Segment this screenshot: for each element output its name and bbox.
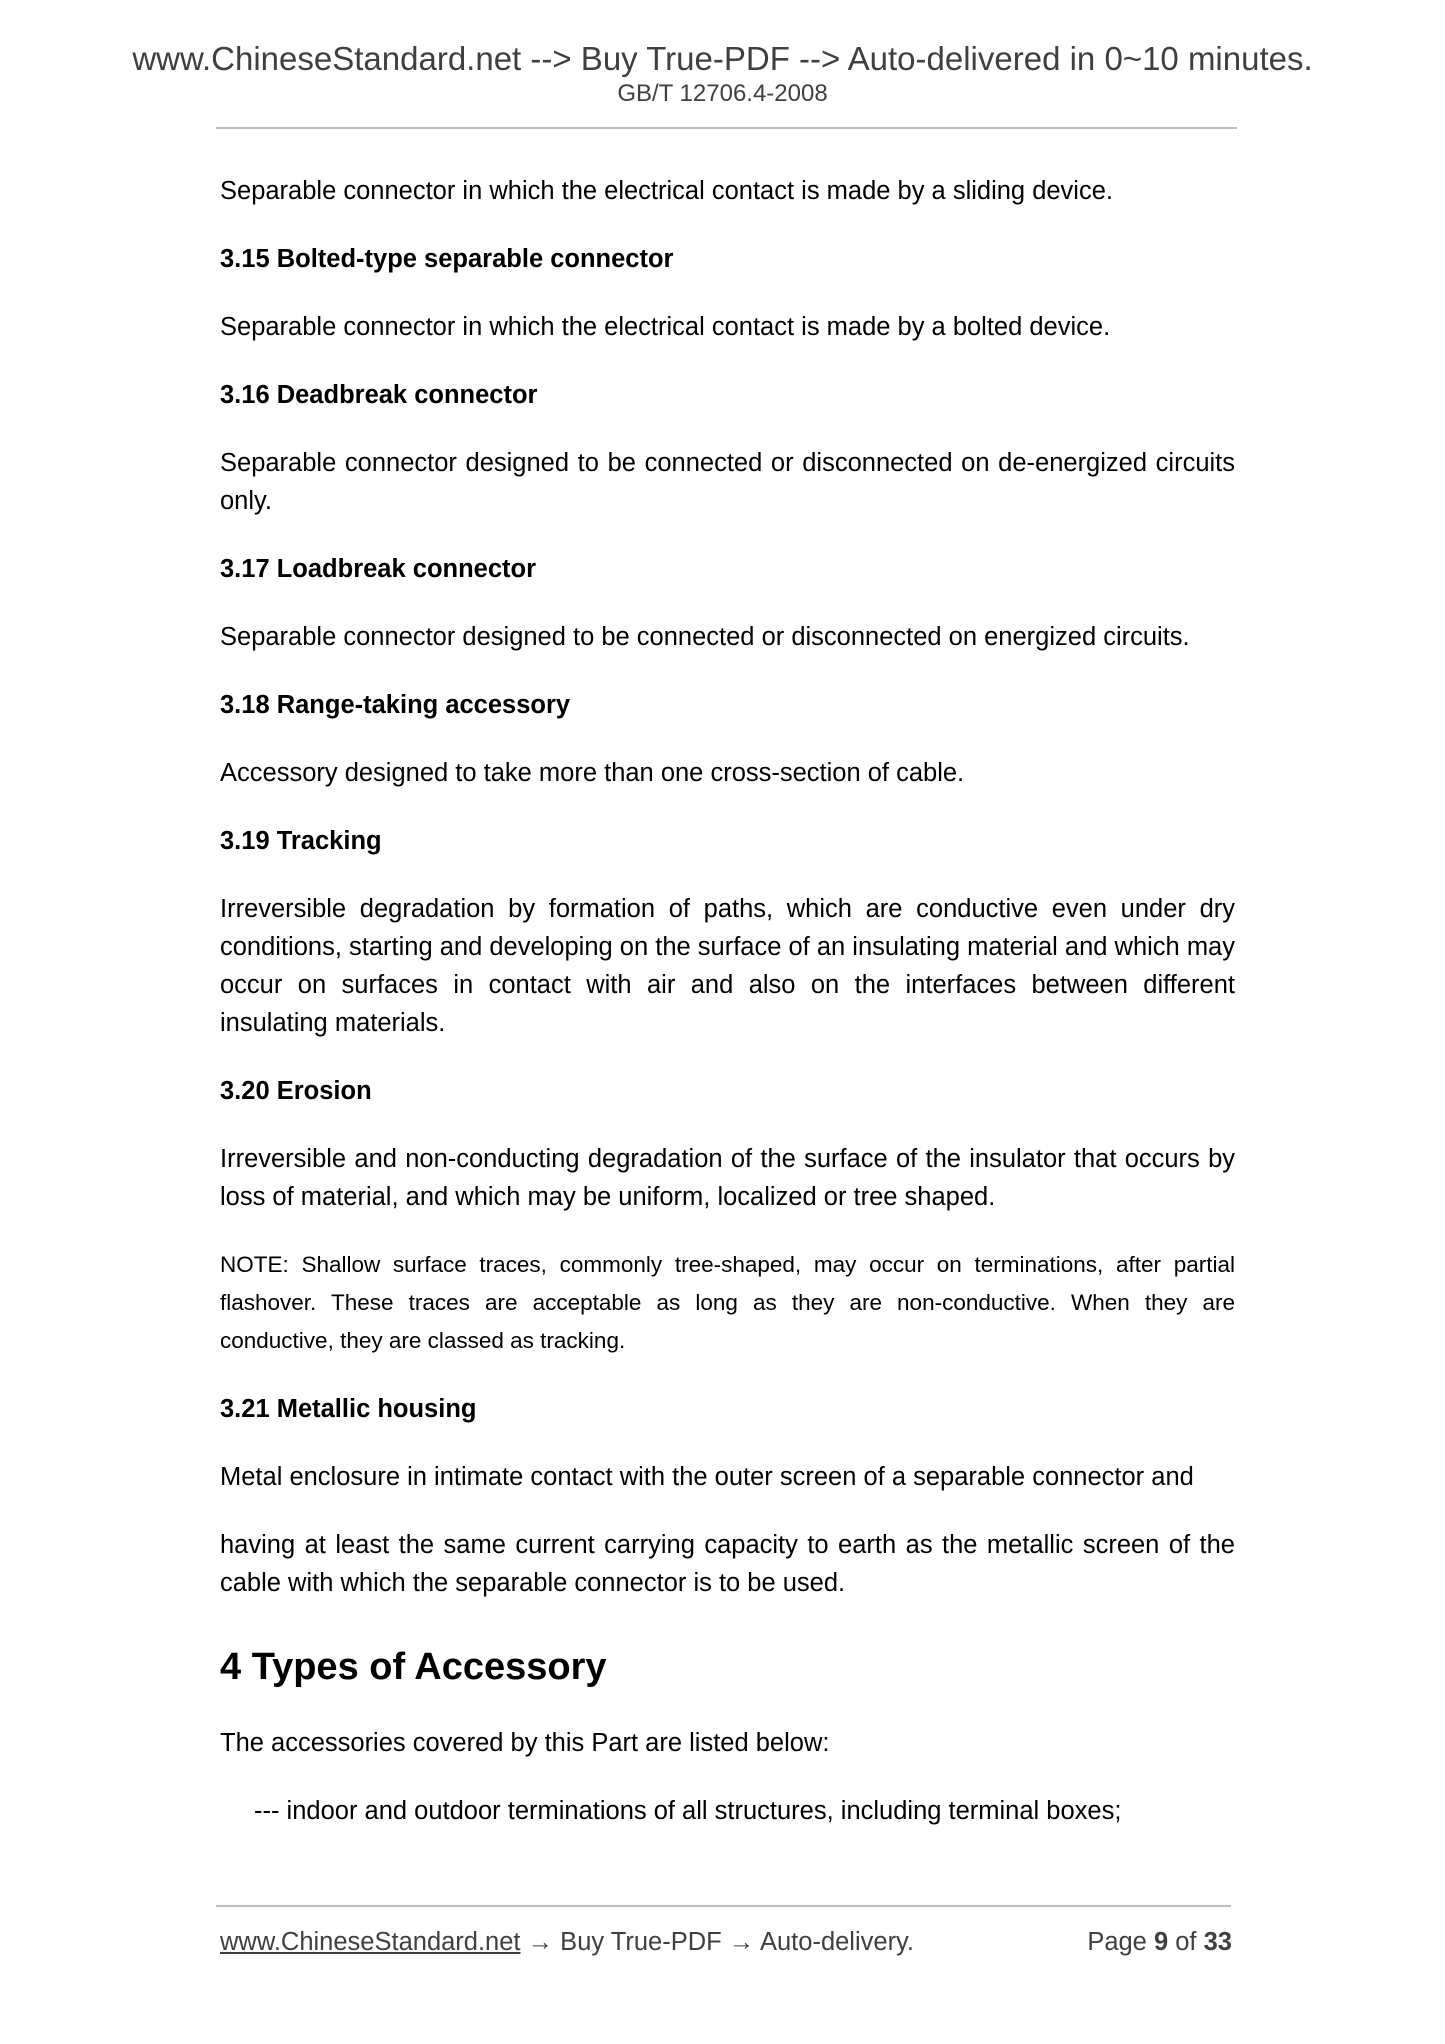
paragraph-sliding-connector: Separable connector in which the electrical contact is made by a sliding device.: [220, 177, 1113, 205]
paragraph-3-16: Separable connector designed to be connected or disconnected on de-energized circuits only.: [220, 449, 1235, 515]
header-banner: www.ChineseStandard.net --> Buy True-PDF --> Auto-delivered in 0~10 minutes.: [132, 40, 1313, 77]
footer-tagline: → Buy True-PDF → Auto-delivery.: [520, 1928, 914, 1956]
paragraph-3-21-part-2: having at least the same current carrying capacity to earth as the metallic screen of the cable with which the separable connector is to be used.: [220, 1531, 1235, 1597]
page-footer: [220, 1926, 1232, 1958]
paragraph-3-17: Separable connector designed to be connected or disconnected on energized circuits.: [220, 623, 1190, 651]
paragraph-3-20: Irreversible and non-conducting degradation of the surface of the insulator that occurs by loss of material, and which may be uniform, localized or tree shaped.: [220, 1145, 1235, 1211]
heading-3-20: 3.20 Erosion: [220, 1077, 372, 1105]
section-4-title: 4 Types of Accessory: [220, 1646, 607, 1688]
note-3-20: NOTE: Shallow surface traces, commonly tree-shaped, may occur on terminations, after partial flashover. These traces are acceptable as long as they are non-conductive. When they are conductive, they are classed as tracking.: [220, 1252, 1235, 1353]
header-divider: [216, 127, 1237, 129]
page-label: Page: [1087, 1928, 1147, 1956]
page-indicator: [1087, 1926, 1232, 1958]
paragraph-3-19: Irreversible degradation by formation of paths, which are conductive even under dry conditions, starting and developing on the surface of an insulating material and which may occur on surfaces in contact with air and also on the interfaces between different insulating materials.: [220, 895, 1235, 1037]
heading-3-18: 3.18 Range-taking accessory: [220, 691, 571, 719]
heading-3-21: 3.21 Metallic housing: [220, 1395, 477, 1423]
paragraph-4-intro: The accessories covered by this Part are listed below:: [220, 1729, 830, 1757]
heading-3-17: 3.17 Loadbreak connector: [220, 555, 537, 583]
page-total: 33: [1203, 1928, 1232, 1956]
page-number: 9: [1153, 1928, 1169, 1956]
page-content: [220, 172, 1235, 1860]
footer-website-link[interactable]: www.ChineseStandard.net: [220, 1928, 521, 1956]
heading-3-16: 3.16 Deadbreak connector: [220, 381, 538, 409]
footer-divider: [216, 1905, 1231, 1907]
heading-3-19: 3.19 Tracking: [220, 827, 382, 855]
list-item: --- indoor and outdoor terminations of all structures, including terminal boxes;: [254, 1797, 1122, 1825]
paragraph-3-21-part-1: Metal enclosure in intimate contact with the outer screen of a separable connector and: [220, 1463, 1194, 1491]
paragraph-3-18: Accessory designed to take more than one cross-section of cable.: [220, 759, 965, 787]
paragraph-3-15: Separable connector in which the electrical contact is made by a bolted device.: [220, 313, 1111, 341]
document-code: GB/T 12706.4-2008: [617, 80, 828, 107]
heading-3-15: 3.15 Bolted-type separable connector: [220, 245, 674, 273]
of-label: of: [1175, 1928, 1197, 1956]
